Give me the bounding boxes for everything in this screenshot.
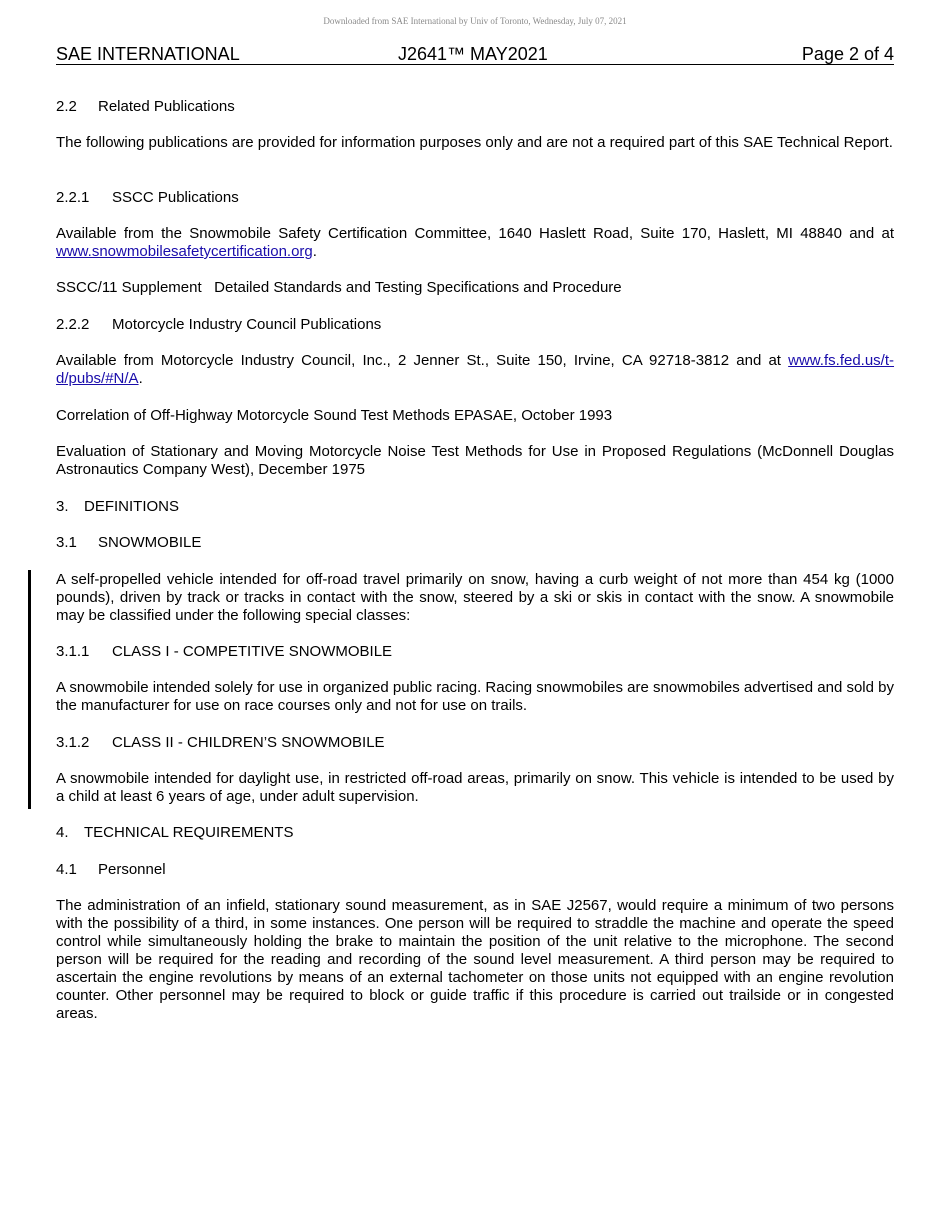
sscc-website-link[interactable]: www.snowmobilesafetycertification.org (56, 243, 313, 260)
section-number: 3.1 (56, 534, 77, 551)
section-title: SNOWMOBILE (98, 534, 202, 551)
mic-website-link-part2[interactable]: d/pubs/#N/A (56, 370, 139, 387)
reference-title: Detailed Standards and Testing Specifications and Procedure (214, 279, 622, 296)
section-title: SSCC Publications (112, 189, 239, 206)
page-header (56, 43, 894, 65)
section-number: 2.2.1 (56, 189, 90, 206)
reference-code: SSCC/11 Supplement (56, 279, 202, 296)
reference-correlation: Correlation of Off-Highway Motorcycle Sound Test Methods EPASAE, October 1993 (56, 407, 613, 424)
mic-website-link-part1[interactable]: www.fs.fed.us/t- (788, 352, 895, 369)
mic-period: . (138, 370, 143, 387)
paragraph-class-2-definition: A snowmobile intended for daylight use, in restricted off-road areas, primarily on snow. This vehicle is intended to be used by a child at least 6 years of age, under adult supervision. (56, 770, 894, 805)
section-title: CLASS I - COMPETITIVE SNOWMOBILE (112, 643, 393, 660)
paragraph-mic-availability (56, 352, 894, 388)
section-title: TECHNICAL REQUIREMENTS (84, 824, 294, 841)
paragraph-sscc-availability (56, 225, 894, 261)
section-title: Personnel (98, 861, 166, 878)
paragraph-personnel: The administration of an infield, stationary sound measurement, as in SAE J2567, would require a minimum of two persons with the possibility of a third, in some instances. One person will be required to straddle the machine and operate the speed control while simultaneously holding the brake to maintain the position of the unit relative to the microphone. The second person will be required for the reading and recording of the sound level measurement. A third person may be required to ascertain the engine revolutions by means of an external tachometer on those units not equipped with an engine revolution counter. Other personnel may be required to block or guide traffic if this procedure is carried out trailside or in congested areas. (56, 897, 894, 1022)
reference-sscc-11 (56, 279, 622, 297)
header-organization: SAE INTERNATIONAL (56, 44, 240, 64)
paragraph-snowmobile-definition: A self-propelled vehicle intended for off-road travel primarily on snow, having a curb weight of not more than 454 kg (1000 pounds), driven by track or tracks in contact with the snow, steered by a ski or skis in contact with the snow. A snowmobile may be classified under the following special classes: (56, 571, 894, 624)
section-title: Motorcycle Industry Council Publications (112, 316, 382, 333)
mic-address-text: Available from Motorcycle Industry Council, Inc., 2 Jenner St., Suite 150, Irvine, CA 92718-3812 and at (56, 352, 781, 369)
paragraph-class-1-definition: A snowmobile intended solely for use in organized public racing. Racing snowmobiles are snowmobiles advertised and sold by the manufacturer for use on race courses only and not for use on trails. (56, 679, 894, 714)
section-title: CLASS II - CHILDREN’S SNOWMOBILE (112, 734, 385, 751)
header-document-number: J2641™ MAY2021 (398, 44, 548, 64)
download-watermark: Downloaded from SAE International by Univ of Toronto, Wednesday, July 07, 2021 (323, 16, 627, 26)
mic-link-line (56, 370, 894, 388)
section-number: 2.2.2 (56, 316, 90, 333)
section-number: 4. (56, 824, 69, 841)
paragraph-related-publications: The following publications are provided for information purposes only and are not a required part of this SAE Technical Report. (56, 134, 893, 151)
section-number: 2.2 (56, 98, 77, 115)
section-number: 3.1.2 (56, 734, 90, 751)
section-number: 3.1.1 (56, 643, 90, 660)
mic-address-line (56, 352, 894, 370)
reference-evaluation: Evaluation of Stationary and Moving Motorcycle Noise Test Methods for Use in Proposed Regulations (McDonnell Douglas Astronautics Company West), December 1975 (56, 443, 894, 478)
revision-change-bar (28, 570, 31, 809)
sscc-address-line: Available from the Snowmobile Safety Certification Committee, 1640 Haslett Road, Suite 170, Haslett, MI 48840 and at (56, 225, 894, 242)
sscc-period: . (312, 243, 317, 260)
section-number: 4.1 (56, 861, 77, 878)
section-number: 3. (56, 498, 69, 515)
section-title: Related Publications (98, 98, 235, 115)
section-title: DEFINITIONS (84, 498, 180, 515)
sscc-link-line (56, 243, 894, 261)
header-page-number: Page 2 of 4 (801, 44, 894, 64)
